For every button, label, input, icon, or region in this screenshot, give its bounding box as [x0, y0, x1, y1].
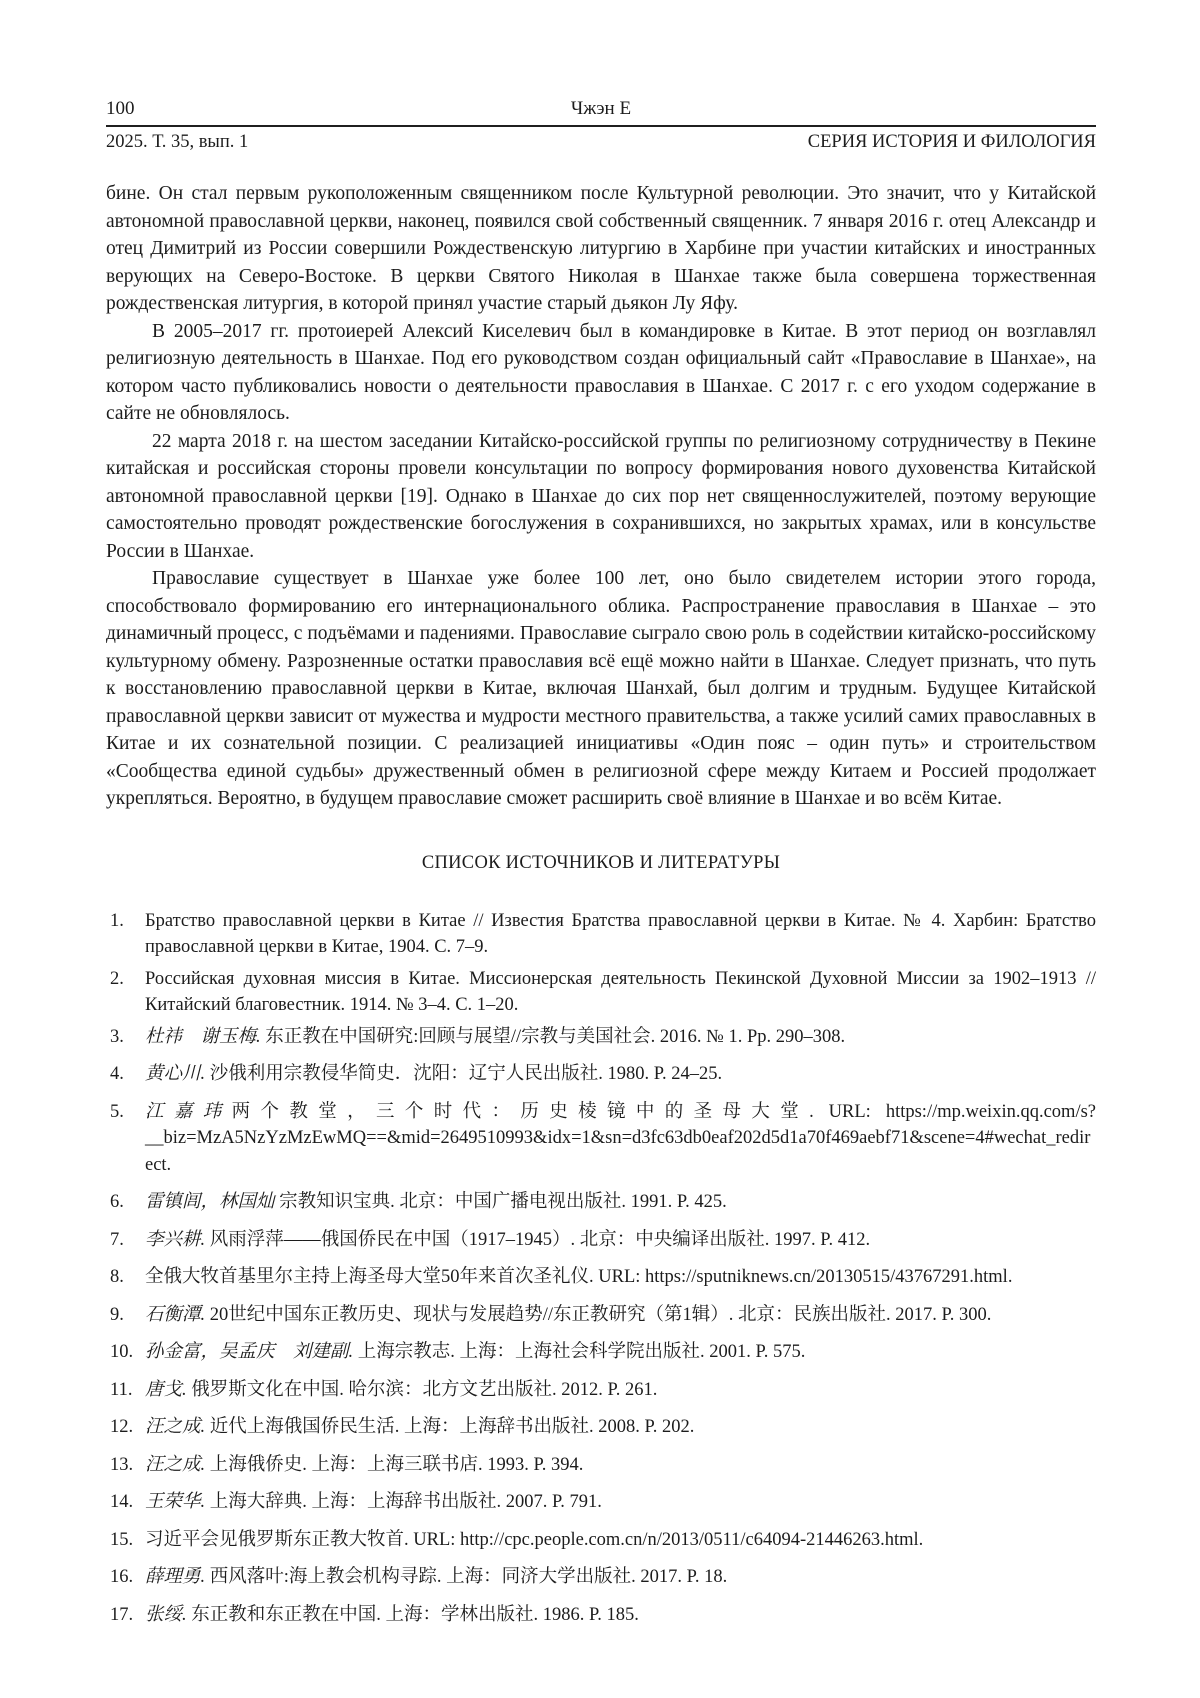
reference-item [106, 1414, 1096, 1441]
paragraph: В 2005–2017 гг. протоиерей Алексий Киселевич был в командировке в Китае. В этот период он возглавлял религиозную деятельность в Шанхае. Под его руководством создан официальный сайт «Православие в Шанхае», на котором часто публиковались новости о деятельности православия в Шанхае. С 2017 г. с его уходом содержание в сайте не обновлялось. [106, 320, 1096, 424]
reference-author: 唐戈. [145, 1379, 192, 1400]
reference-author: 王荣华. [145, 1492, 210, 1512]
reference-item [106, 1527, 1096, 1554]
reference-number: 4. [110, 1064, 124, 1084]
reference-text: 风雨浮萍——俄国侨民在中国（1917–1945）. 北京：中央编译出版社. 1997. P. 412. [209, 1229, 871, 1250]
reference-item [106, 1189, 1096, 1216]
reference-number: 5. [110, 1101, 124, 1122]
reference-item [106, 1564, 1096, 1591]
reference-item [106, 1489, 1096, 1516]
references-heading: СПИСОК ИСТОЧНИКОВ И ЛИТЕРАТУРЫ [421, 852, 781, 873]
reference-number: 13. [110, 1454, 134, 1475]
reference-number: 9. [110, 1304, 124, 1325]
series-title: СЕРИЯ ИСТОРИЯ И ФИЛОЛОГИЯ [807, 132, 1096, 152]
reference-item [106, 1264, 1096, 1291]
reference-author: 孙金富，吴孟庆 刘建副. [145, 1342, 358, 1362]
reference-number: 8. [110, 1267, 124, 1287]
reference-number: 1. [110, 910, 124, 931]
reference-author: 汪之成. [145, 1454, 210, 1475]
reference-number: 11. [110, 1379, 133, 1400]
issue-info: 2025. Т. 35, вып. 1 [106, 132, 249, 152]
reference-number: 7. [110, 1229, 124, 1250]
reference-item [106, 908, 1096, 961]
reference-text: 全俄大牧首基里尔主持上海圣母大堂50年来首次圣礼仪. URL: https://sputniknews.cn/20130515/43767291.html. [145, 1267, 1013, 1287]
reference-text: 西风落叶:海上教会机构寻踪. 上海：同济大学出版社. 2017. P. 18. [209, 1567, 728, 1587]
reference-text: 上海宗教志. 上海：上海社会科学院出版社. 2001. P. 575. [357, 1342, 806, 1362]
reference-number: 10. [110, 1342, 134, 1362]
reference-item [106, 1061, 1096, 1088]
reference-number: 6. [110, 1192, 124, 1212]
running-head [106, 98, 1096, 153]
paragraph: Православие существует в Шанхае уже более 100 лет, оно было свидетелем истории этого города, способствовало формированию его интернационального облика. Распространение православия в Шанхае – это динамичный процесс, с подъёмами и падениями. Православие сыграло свою роль в содействии китайско-российскому культурному обмену. Разрозненные остатки православия всё ещё можно найти в Шанхае. Следует признать, что путь к восстановлению православной церкви в Китае, включая Шанхай, был долгим и трудным. Будущее Китайской православной церкви зависит от мужества и мудрости местного правительства, а также усилий самих православных в Китае и их сознательной позиции. С реализацией инициативы «Один пояс – один путь» и строительством «Сообщества единой судьбы» дружественный обмен в религиозной сфере между Китаем и Россией продолжает укрепляться. Вероятно, в будущем православие сможет расширить своё влияние в Шанхае и во всём Китае. [106, 568, 1096, 809]
reference-item [106, 1602, 1096, 1629]
reference-author: 李兴耕. [145, 1229, 210, 1250]
reference-item [106, 1377, 1096, 1404]
reference-text: 近代上海俄国侨民生活. 上海：上海辞书出版社. 2008. P. 202. [209, 1417, 695, 1437]
reference-number: 16. [110, 1567, 134, 1587]
reference-text: 东正教在中国研究:回顾与展望//宗教与美国社会. 2016. № 1. Pp. 290–308. [265, 1026, 846, 1047]
reference-author: 黄心川. [145, 1064, 210, 1084]
reference-number: 3. [110, 1026, 124, 1047]
running-head-top-row [106, 98, 1096, 127]
reference-item [106, 1302, 1096, 1329]
reference-number: 15. [110, 1529, 134, 1550]
reference-text: 俄罗斯文化在中国. 哈尔滨：北方文艺出版社. 2012. P. 261. [191, 1379, 658, 1400]
reference-item [106, 1227, 1096, 1254]
reference-author: 汪之成. [145, 1417, 210, 1437]
reference-item [106, 1452, 1096, 1479]
reference-text: 20世纪中国东正教历史、现状与发展趋势//东正教研究（第1辑）. 北京：民族出版社. 2017. P. 300. [209, 1304, 992, 1325]
reference-item [106, 1024, 1096, 1051]
reference-number: 17. [110, 1604, 134, 1625]
reference-text: 两个教堂，三个时代：历史棱镜中的圣母大堂. URL: https://mp.weixin.qq.com/s?__biz=MzA5NzYzMzEwMQ==&mid=2649510993&idx=1&sn=d3fc63db0eaf202d5d1a70f469aebf71&scene=4#wechat_redirect. [145, 1101, 1096, 1175]
reference-text: 上海大辞典. 上海：上海辞书出版社. 2007. P. 791. [209, 1492, 602, 1512]
reference-author: 雷镇闾，林国灿 [145, 1192, 280, 1212]
running-head-bottom-row [106, 132, 1096, 153]
paragraph: 22 марта 2018 г. на шестом заседании Китайско-российской группы по религиозному сотрудничеству в Пекине китайская и российская стороны провели консультации по вопросу формирования нового духовенства Китайской автономной православной церкви [19]. Однако в Шанхае до сих пор нет священнослужителей, поэтому верующие самостоятельно проводят рождественские богослужения в сохранившихся, но закрытых храмах, или в консульстве России в Шанхае. [106, 430, 1096, 562]
references-list [106, 908, 1096, 1629]
reference-text: 东正教和东正教在中国. 上海：学林出版社. 1986. P. 185. [191, 1604, 639, 1625]
reference-number: 14. [110, 1492, 134, 1512]
reference-text: 宗教知识宝典. 北京：中国广播电视出版社. 1991. P. 425. [279, 1192, 727, 1212]
reference-text: Российская духовная миссия в Китае. Миссионерская деятельность Пекинской Духовной Миссии за 1902–1913 // Китайский благовестник. 1914. № 3–4. С. 1–20. [145, 968, 1096, 1015]
reference-item [106, 1339, 1096, 1366]
paragraph: бине. Он стал первым рукоположенным священником после Культурной революции. Это значит, что у Китайской автономной православной церкви, наконец, появился свой собственный священник. 7 января 2016 г. отец Александр и отец Димитрий из России совершили Рождественскую литургию в Харбине при участии китайских и иностранных верующих на Северо-Востоке. В церкви Святого Николая в Шанхае также была совершена торжественная рождественская литургия, в которой принял участие старый дьякон Лу Яфу. [106, 183, 1096, 314]
reference-number: 2. [110, 968, 124, 989]
page-number: 100 [106, 98, 135, 119]
article-body [106, 180, 1096, 813]
reference-number: 12. [110, 1417, 134, 1437]
reference-text: 习近平会见俄罗斯东正教大牧首. URL: http://cpc.people.com.cn/n/2013/0511/c64094-21446263.html. [145, 1529, 924, 1550]
reference-item [106, 966, 1096, 1019]
references-section [106, 853, 1096, 1629]
running-author: Чжэн Е [570, 98, 632, 119]
reference-item [106, 1099, 1096, 1179]
reference-text: 沙俄利用宗教侵华简史．沈阳：辽宁人民出版社. 1980. P. 24–25. [209, 1064, 723, 1084]
reference-author: 张绥. [145, 1604, 192, 1625]
reference-author: 石衡潭. [145, 1304, 210, 1325]
reference-author: 杜祎 谢玉梅. [145, 1026, 266, 1047]
reference-author: 薛理勇. [145, 1567, 210, 1587]
reference-text: 上海俄侨史. 上海：上海三联书店. 1993. P. 394. [209, 1454, 584, 1475]
reference-text: Братство православной церкви в Китае // Известия Братства православной церкви в Китае. № 4. Харбин: Братство православной церкви в Китае, 1904. С. 7–9. [145, 910, 1096, 957]
reference-author: 江嘉玮 [145, 1101, 232, 1122]
